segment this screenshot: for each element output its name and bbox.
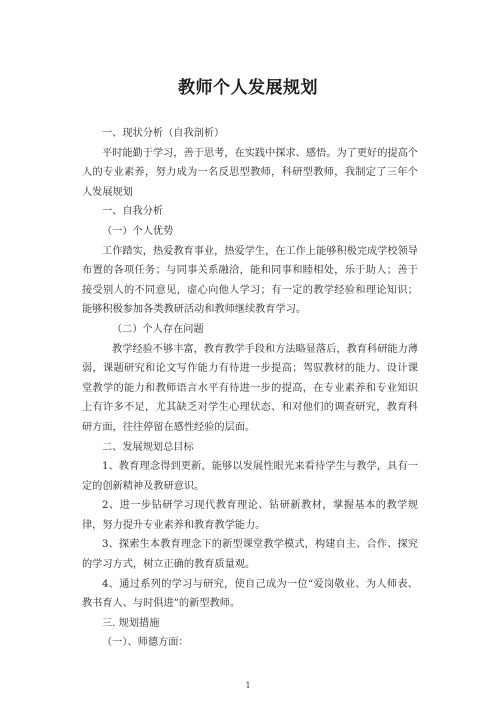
goal-item-1: 1、教育理念得到更新，能够以发展性眼光来看待学生与教学，具有一定的创新精神及教研意识。 [82,461,418,492]
page-number: 1 [245,681,251,690]
paragraph-strengths: 工作踏实，热爱教育事业，热爱学生，在工作上能够积极完成学校领导布置的各项任务；与同事关系融洽，能和同事和睦相处，乐于助人；善于接受别人的不同意见，虚心向他人学习；有一定的教学经验和理论知识；能够积极参加各类教研活动和教师继续教育学习。 [82,245,418,316]
goal-item-4: 4、通过系列的学习与研究，使自己成为一位“爱岗敬业、为人师表、教书育人、与时俱进”的新型教师。 [82,578,418,610]
section-heading-self-analysis: 一、自我分析 [102,206,164,218]
goal-item-2: 2、进一步钻研学习现代教育理论、钻研新教材，掌握基本的教学规律，努力提升专业素养和教育教学能力。 [82,500,418,531]
document-title: 教师个人发展规划 [178,78,318,98]
goal-item-3: 3、探索生本教育理念下的新型课堂教学模式，构建自主、合作、探究的学习方式，树立正确的教育质量观。 [82,539,418,571]
subheading-ethics: （一）、师德方面： [102,637,189,649]
section-heading-status: 一、现状分析（自我剖析） [102,128,225,139]
paragraph-problems: 教学经验不够丰富，教育教学手段和方法略显落后，教育科研能力薄弱，课题研究和论文写作能力有待进一步提高；驾驭教材的能力、设计课堂教学的能力和教师语言水平有待进一步的提高，在专业素养和专业知识上有许多不足，尤其缺乏对学生心理状态、和对他们的调查研究，教育科研方面，往往停留在感性经验的层面。 [82,343,418,433]
paragraph-intro: 平时能勤于学习，善于思考，在实践中探求、感悟。为了更好的提高个人的专业素养，努力成为一名反思型教师，科研型教师，我制定了三年个人发展规划 [82,147,418,198]
section-heading-measures: 三. 规划措施 [102,617,160,629]
document-body [82,124,418,653]
section-heading-goals: 二、发展规划总目标 [102,441,194,453]
subheading-strengths: （一）个人优势 [102,225,174,237]
subheading-problems: （二）个人存在问题 [112,323,204,335]
